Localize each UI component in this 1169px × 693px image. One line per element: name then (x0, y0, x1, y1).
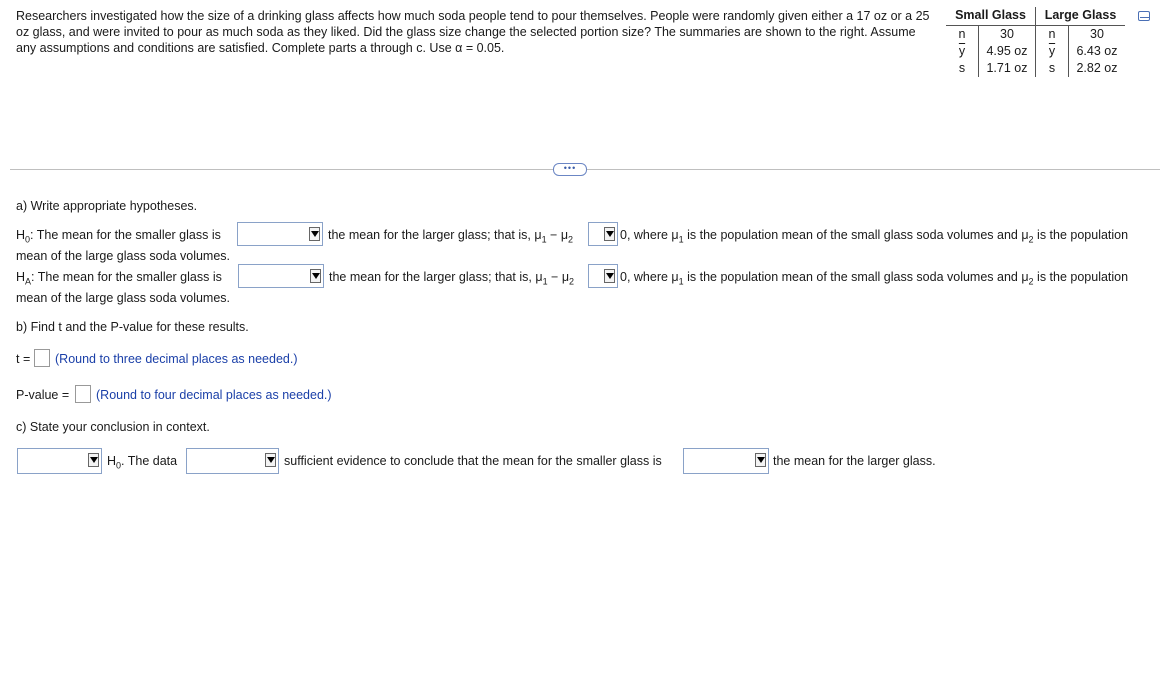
ha-middle: the mean for the larger glass; that is, $\mu_1 - \mu_2$ (329, 270, 575, 287)
h0-operator-dropdown[interactable] (588, 222, 618, 246)
p-value-hint: (Round to four decimal places as needed.) (96, 388, 332, 402)
p-value-input[interactable] (75, 385, 91, 403)
ha-prefix: $H_A$: The mean for the smaller glass is (16, 270, 222, 287)
chevron-down-icon (310, 269, 321, 283)
chevron-down-icon (755, 453, 766, 467)
t-hint: (Round to three decimal places as needed.) (55, 352, 298, 366)
table-row: n 30 n 30 (946, 26, 1125, 44)
chevron-down-icon (88, 453, 99, 467)
h0-prefix: $H_0$: The mean for the smaller glass is (16, 228, 221, 245)
ha-operator-dropdown[interactable] (588, 264, 618, 288)
t-input[interactable] (34, 349, 50, 367)
h0-comparison-dropdown[interactable] (237, 222, 323, 246)
h0-middle: the mean for the larger glass; that is, $\mu_1 - \mu_2$ (328, 228, 574, 245)
p-value-label: P-value = (16, 388, 70, 402)
chevron-down-icon (604, 269, 615, 283)
expand-button[interactable]: ••• (553, 163, 587, 176)
conclusion-comparison-dropdown[interactable] (683, 448, 769, 474)
ha-comparison-dropdown[interactable] (238, 264, 324, 288)
summary-table (946, 7, 1125, 77)
conclusion-evidence-dropdown[interactable] (186, 448, 279, 474)
ha-continuation: mean of the large glass soda volumes. (16, 291, 231, 305)
conclusion-h0: $H_0$. The data (107, 454, 178, 471)
large-glass-header: Large Glass (1036, 7, 1126, 26)
h0-suffix: 0, where $\mu_1$ is the population mean of the small glass soda volumes and $\mu_2$ is the population (620, 228, 1129, 245)
chevron-down-icon (265, 453, 276, 467)
part-a-heading: a) Write appropriate hypotheses. (16, 199, 198, 213)
t-label: t = (16, 352, 31, 366)
conclusion-middle: sufficient evidence to conclude that the mean for the smaller glass is (284, 454, 662, 468)
small-glass-header: Small Glass (946, 7, 1036, 26)
chevron-down-icon (309, 227, 320, 241)
h0-continuation: mean of the large glass soda volumes. (16, 249, 231, 263)
table-row: $\overline{y}$ 4.95 oz $\overline{y}$ 6.43 oz (946, 43, 1125, 60)
copy-data-icon[interactable] (1138, 11, 1150, 21)
chevron-down-icon (604, 227, 615, 241)
table-row: s 1.71 oz s 2.82 oz (946, 60, 1125, 77)
conclusion-decision-dropdown[interactable] (17, 448, 102, 474)
problem-statement: Researchers investigated how the size of a drinking glass affects how much soda people tend to pour themselves. People were randomly given either a 17 oz or a 25 oz glass, and were invited to pour as much soda as they liked. Did the glass size change the selected portion size? The summaries are shown to the right. Assume any assumptions and conditions are satisfied. Complete parts a through c. Use α = 0.05. (16, 9, 930, 55)
conclusion-end: the mean for the larger glass. (773, 454, 936, 468)
ha-suffix: 0, where $\mu_1$ is the population mean of the small glass soda volumes and $\mu_2$ is the population (620, 270, 1129, 287)
part-b-heading: b) Find t and the P-value for these results. (16, 320, 249, 334)
part-c-heading: c) State your conclusion in context. (16, 420, 210, 434)
